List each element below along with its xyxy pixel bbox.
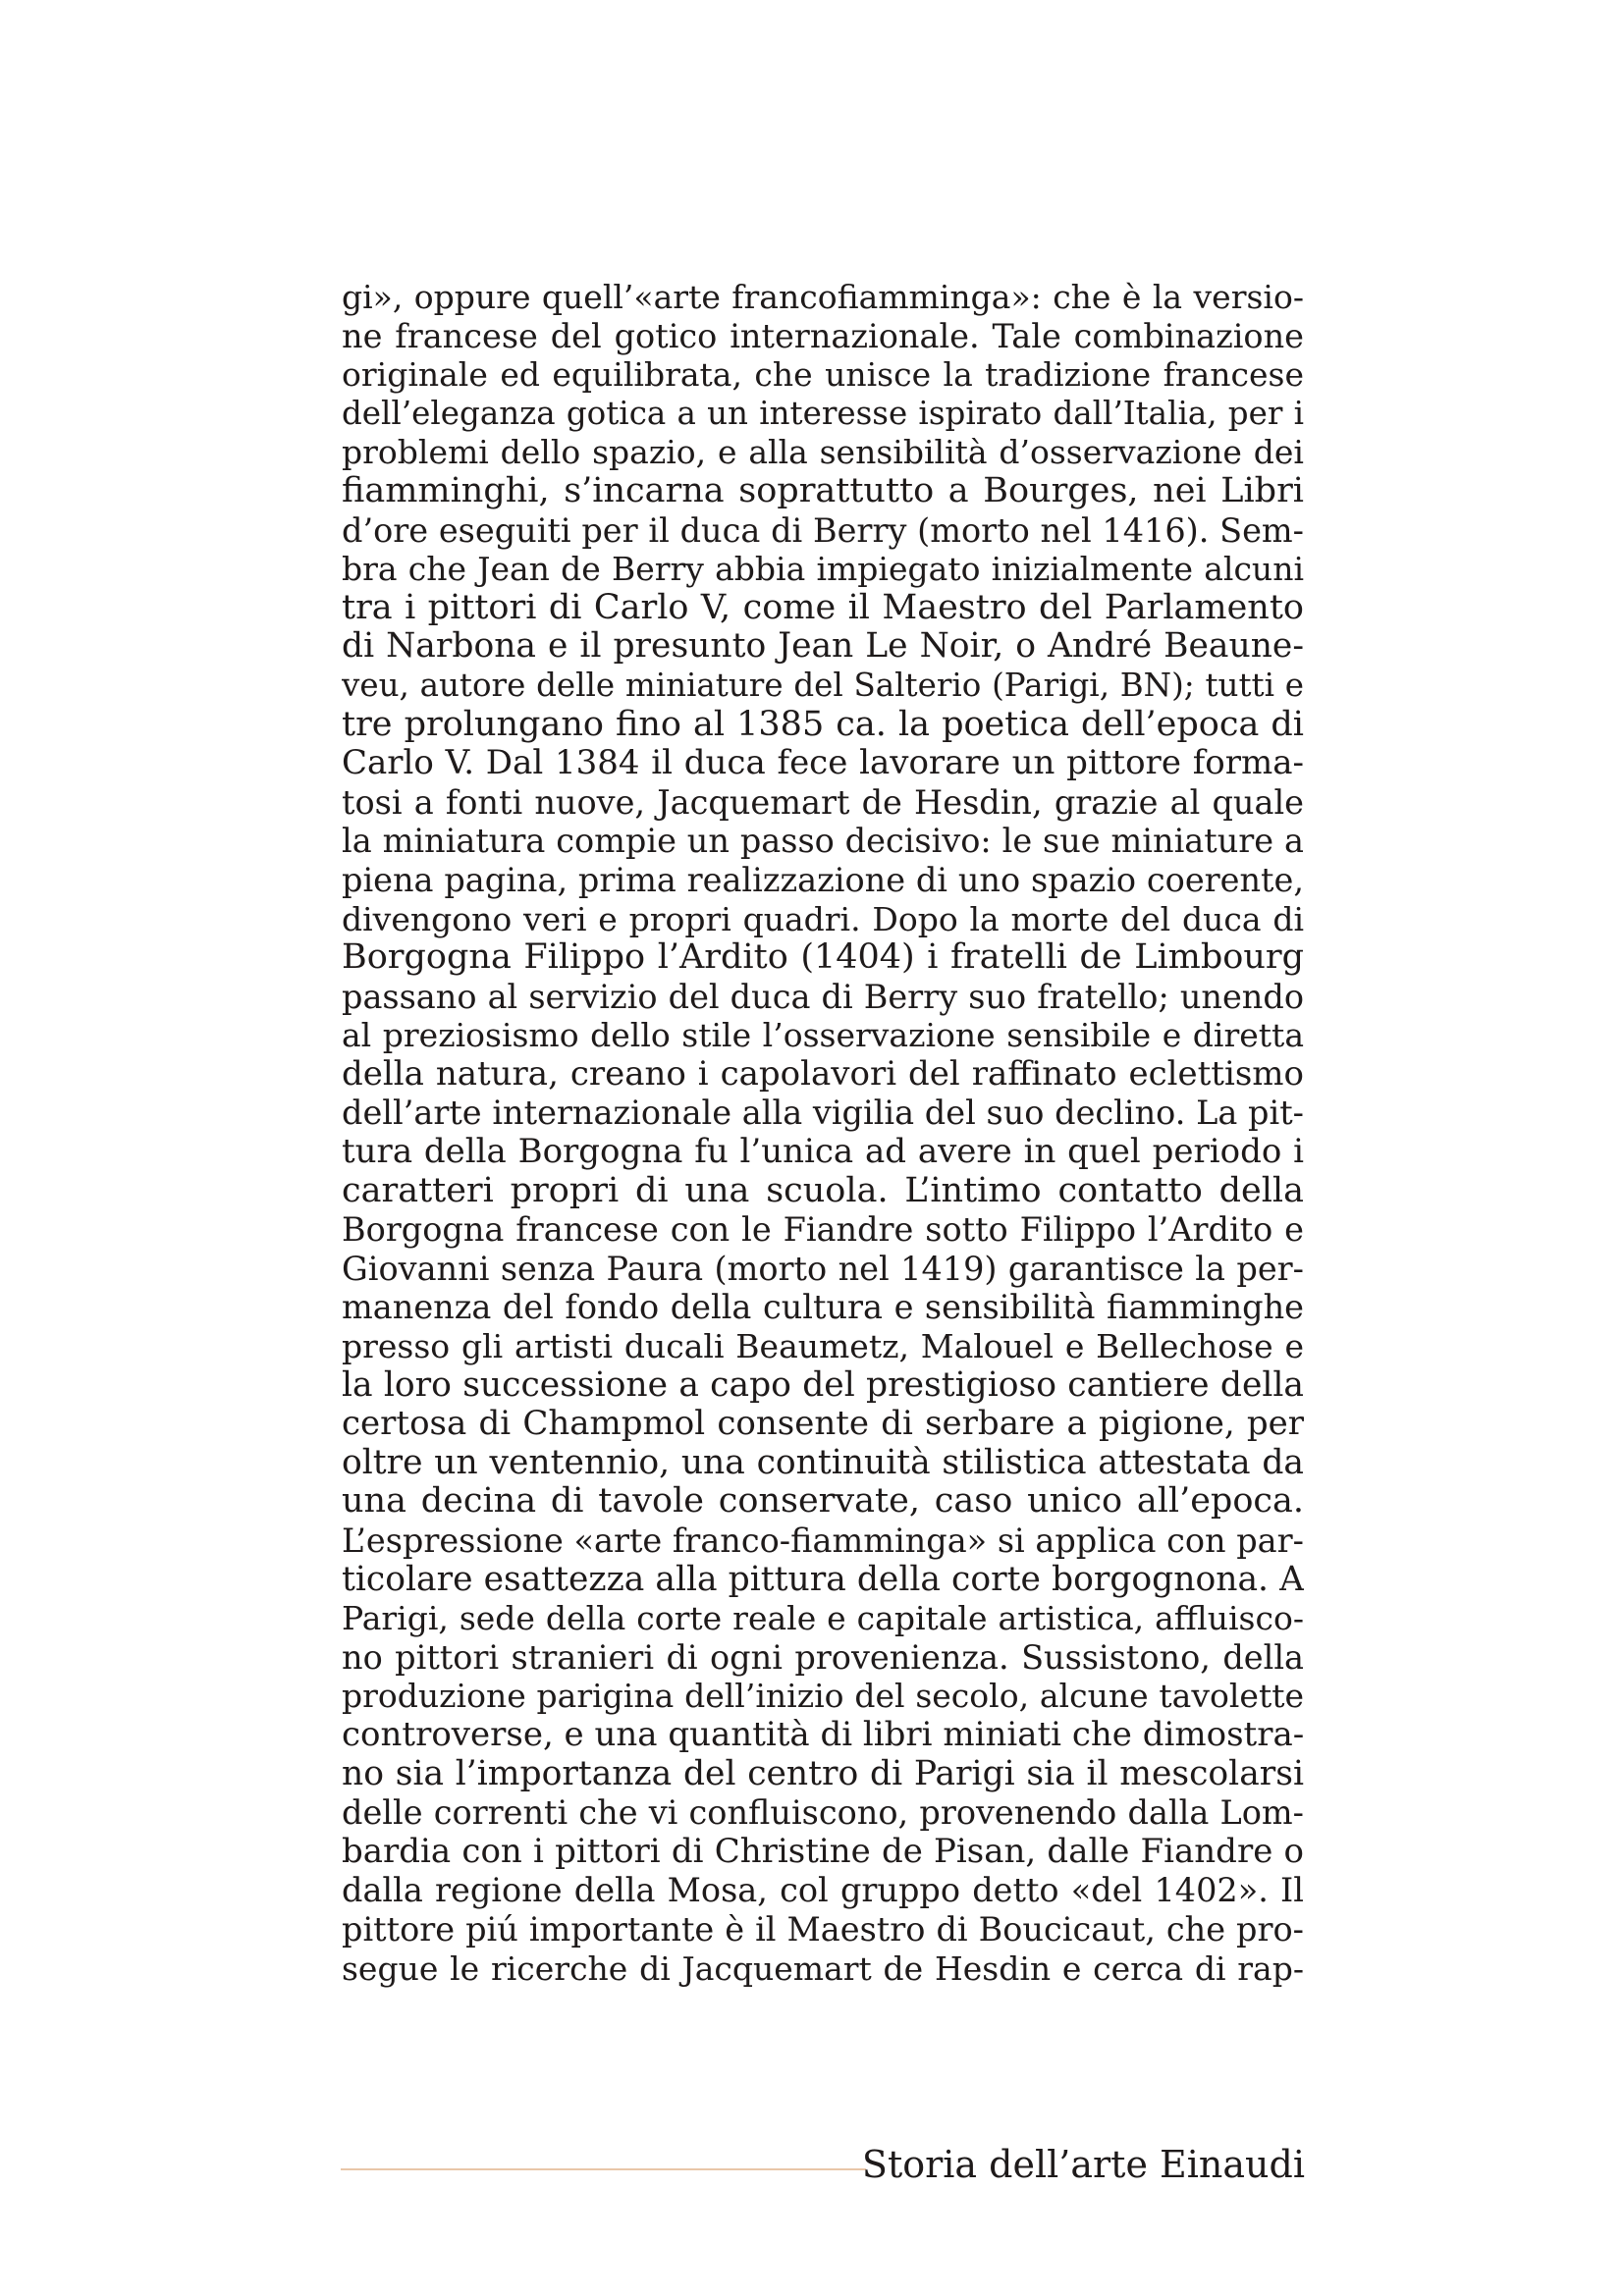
text-line: bra che Jean de Berry abbia impiegato inizialmente alcuni — [342, 550, 1304, 589]
text-line: tosi a fonti nuove, Jacquemart de Hesdin, grazie al quale — [342, 782, 1304, 822]
text-line: problemi dello spazio, e alla sensibilità d’osservazione dei — [342, 433, 1304, 472]
text-line: L’espressione «arte franco-fiamminga» si applica con par- — [342, 1522, 1304, 1560]
text-line: tre prolungano fino al 1385 ca. la poetica dell’epoca di — [342, 705, 1304, 744]
text-line: bardia con i pittori di Christine de Pisan, dalle Fiandre o — [342, 1832, 1304, 1871]
text-line: pittore piú importante è il Maestro di Boucicaut, che pro- — [342, 1909, 1304, 1949]
text-line: al preziosismo dello stile l’osservazione sensibile e diretta — [342, 1016, 1304, 1055]
text-line: della natura, creano i capolavori del raffinato eclettismo — [342, 1054, 1304, 1094]
text-line: segue le ricerche di Jacquemart de Hesdin e cerca di rap- — [342, 1949, 1304, 1988]
text-line: originale ed equilibrata, che unisce la tradizione francese — [342, 355, 1304, 395]
text-line: d’ore eseguiti per il duca di Berry (morto nel 1416). Sem- — [342, 510, 1304, 550]
footer-publication-title: Storia dell’arte Einaudi — [861, 2143, 1305, 2186]
text-line: no pittori stranieri di ogni provenienza. Sussistono, della — [342, 1637, 1304, 1677]
text-line: Parigi, sede della corte reale e capitale artistica, affluisco- — [342, 1599, 1304, 1638]
text-line: passano al servizio del duca di Berry suo fratello; unendo — [342, 977, 1304, 1016]
text-line: divengono veri e propri quadri. Dopo la morte del duca di — [342, 899, 1304, 938]
text-line: Giovanni senza Paura (morto nel 1419) garantisce la per- — [342, 1249, 1304, 1288]
text-line: dalla regione della Mosa, col gruppo detto «del 1402». Il — [342, 1871, 1304, 1910]
text-line: una decina di tavole conservate, caso unico all’epoca. — [342, 1482, 1304, 1522]
text-line: Carlo V. Dal 1384 il duca fece lavorare un pittore forma- — [342, 744, 1304, 783]
text-line: la loro successione a capo del prestigioso cantiere della — [342, 1365, 1304, 1405]
text-line: gi», oppure quell’«arte francofiamminga»: che è la versio- — [342, 278, 1304, 316]
text-line: la miniatura compie un passo decisivo: le sue miniature a — [342, 822, 1304, 861]
text-line: ticolare esattezza alla pittura della corte borgognona. A — [342, 1560, 1304, 1599]
text-line: presso gli artisti ducali Beaumetz, Malouel e Bellechose e — [342, 1327, 1304, 1366]
text-line: produzione parigina dell’inizio del secolo, alcune tavolette — [342, 1677, 1304, 1716]
text-line: Borgogna francese con le Fiandre sotto Filippo l’Ardito e — [342, 1210, 1304, 1250]
text-line: Borgogna Filippo l’Ardito (1404) i fratelli de Limbourg — [342, 938, 1304, 978]
text-line: manenza del fondo della cultura e sensibilità fiamminghe — [342, 1288, 1304, 1327]
text-line: piena pagina, prima realizzazione di uno spazio coerente, — [342, 860, 1304, 899]
text-line: fiamminghi, s’incarna soprattutto a Bourges, nei Libri — [342, 471, 1304, 510]
text-line: tra i pittori di Carlo V, come il Maestro del Parlamento — [342, 588, 1304, 627]
text-line: delle correnti che vi confluiscono, provenendo dalla Lom- — [342, 1793, 1304, 1833]
page-footer — [341, 2140, 1305, 2189]
text-line: veu, autore delle miniature del Salterio (Parigi, BN); tutti e — [342, 666, 1304, 704]
text-line: controverse, e una quantità di libri miniati che dimostra- — [342, 1715, 1304, 1754]
text-line: dell’arte internazionale alla vigilia del suo declino. La pit- — [342, 1094, 1304, 1133]
text-line: tura della Borgogna fu l’unica ad avere in quel periodo i — [342, 1133, 1304, 1172]
footer-divider — [341, 2168, 866, 2170]
text-line: di Narbona e il presunto Jean Le Noir, o André Beaune- — [342, 627, 1304, 667]
text-line: caratteri propri di una scuola. L’intimo contatto della — [342, 1171, 1304, 1210]
body-text — [342, 278, 1304, 1988]
text-line: oltre un ventennio, una continuità stilistica attestata da — [342, 1443, 1304, 1482]
text-line: certosa di Champmol consente di serbare a pigione, per — [342, 1405, 1304, 1444]
text-line: no sia l’importanza del centro di Parigi sia il mescolarsi — [342, 1754, 1304, 1793]
text-line: ne francese del gotico internazionale. Tale combinazione — [342, 316, 1304, 355]
text-line: dell’eleganza gotica a un interesse ispirato dall’Italia, per i — [342, 394, 1304, 432]
